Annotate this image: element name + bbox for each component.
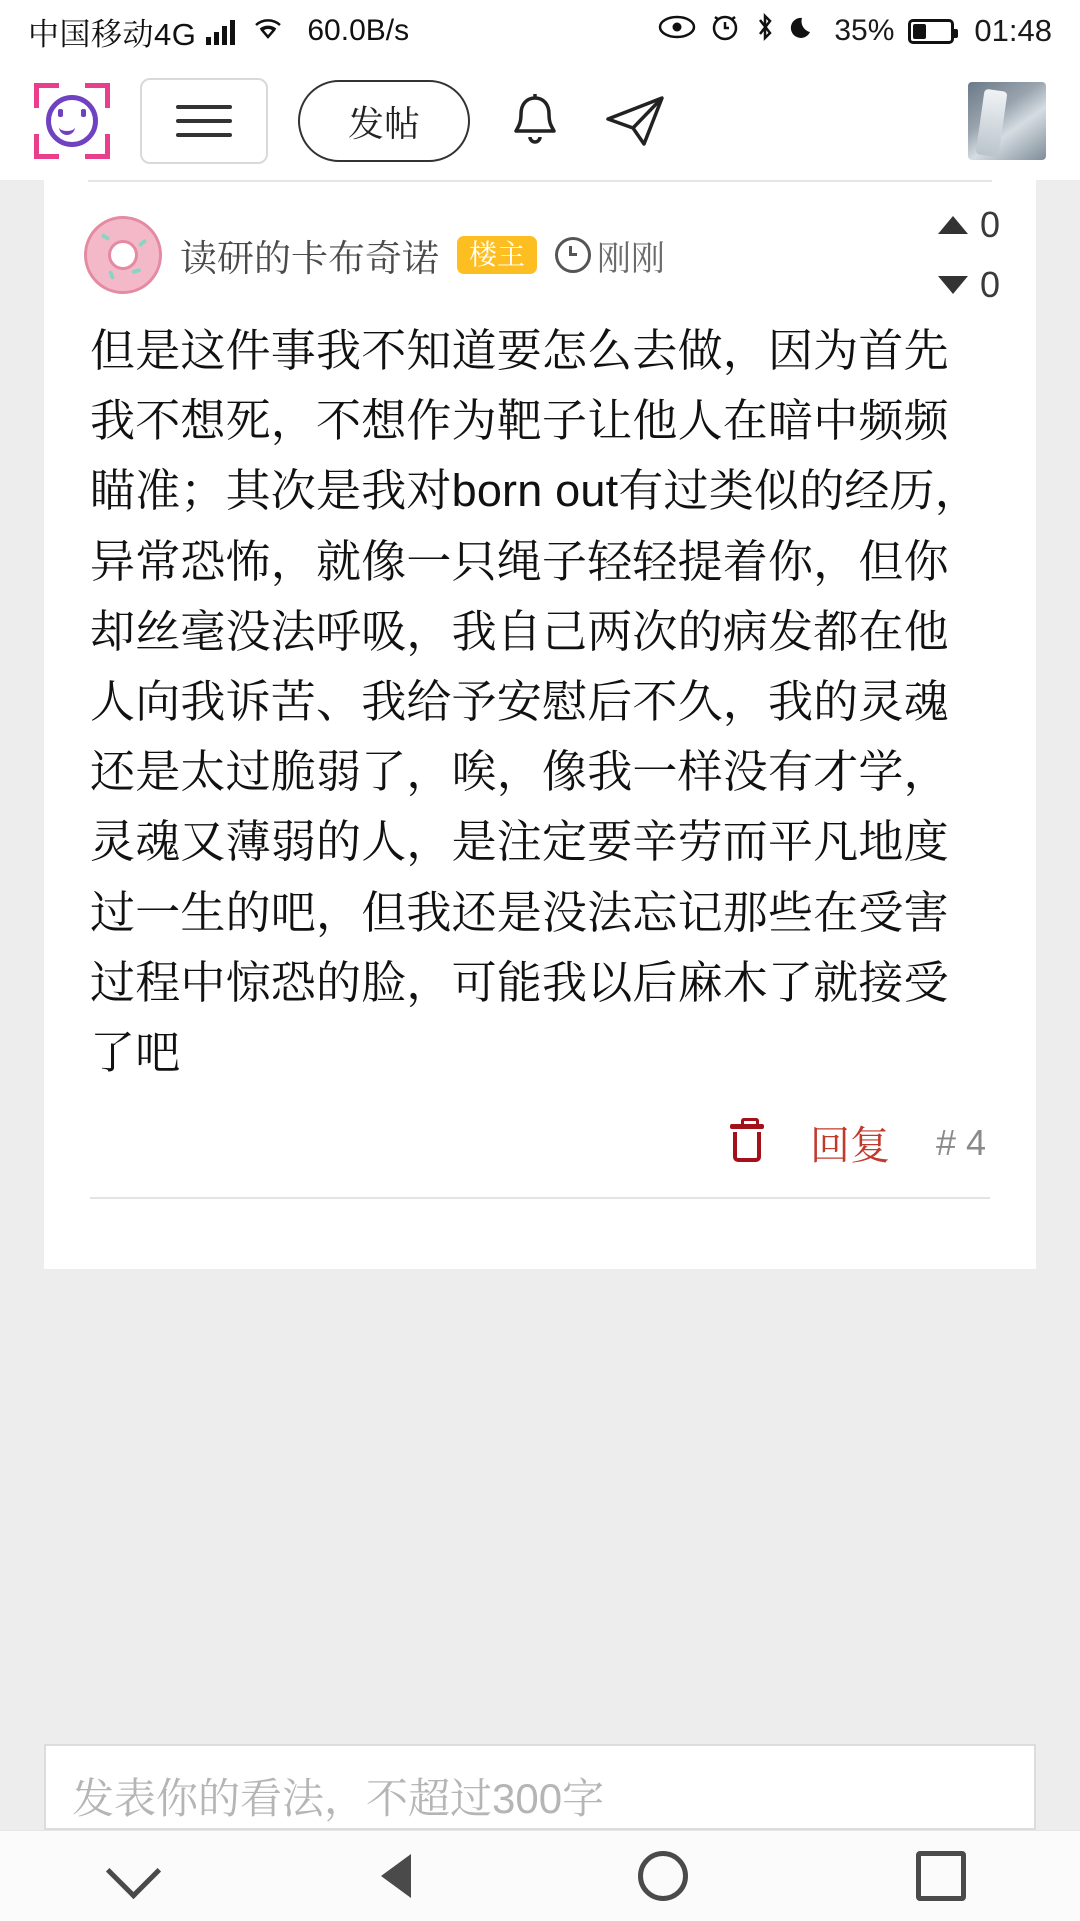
floor-number: # 4 bbox=[935, 1121, 986, 1163]
alarm-icon bbox=[710, 12, 740, 50]
status-left-group bbox=[28, 9, 409, 54]
clock-icon bbox=[555, 237, 591, 273]
content-area bbox=[0, 180, 1080, 1830]
status-bar bbox=[0, 0, 1080, 62]
menu-button[interactable] bbox=[140, 78, 268, 164]
downvote-control[interactable] bbox=[938, 264, 1000, 306]
moon-icon bbox=[790, 13, 818, 49]
bell-icon[interactable] bbox=[500, 86, 570, 156]
back-icon[interactable] bbox=[381, 1854, 411, 1898]
card-bottom-padding bbox=[44, 1199, 1036, 1269]
post-author-name[interactable]: 读研的卡布奇诺 bbox=[180, 238, 439, 279]
reply-input-placeholder: 发表你的看法，不超过300字 bbox=[72, 1775, 605, 1822]
recents-icon[interactable] bbox=[916, 1851, 966, 1901]
app-top-bar bbox=[0, 62, 1080, 180]
home-icon[interactable] bbox=[638, 1851, 688, 1901]
reply-button[interactable]: 回复 bbox=[809, 1124, 890, 1169]
post-action-bar bbox=[44, 1088, 1036, 1197]
status-right-group bbox=[658, 12, 1052, 50]
post-time-label: 刚刚 bbox=[597, 239, 666, 278]
avatar[interactable] bbox=[968, 82, 1046, 160]
bluetooth-icon bbox=[754, 12, 776, 50]
battery-percent-label: 35% bbox=[834, 14, 895, 47]
post-time bbox=[555, 231, 665, 280]
carrier-label: 中国移动4G bbox=[28, 16, 197, 52]
battery-icon bbox=[908, 19, 954, 44]
send-message-icon[interactable] bbox=[600, 86, 670, 156]
new-post-button[interactable]: 发帖 bbox=[298, 80, 470, 162]
delete-icon[interactable] bbox=[730, 1124, 764, 1162]
downvote-count: 0 bbox=[979, 264, 1000, 305]
vote-controls bbox=[938, 204, 1000, 306]
clock-label: 01:48 bbox=[974, 13, 1052, 48]
arrow-up-icon[interactable] bbox=[938, 216, 968, 234]
site-logo-icon[interactable] bbox=[34, 83, 110, 159]
upvote-control[interactable] bbox=[938, 204, 1000, 246]
reply-input[interactable] bbox=[44, 1744, 1036, 1830]
system-nav-bar bbox=[0, 1830, 1080, 1921]
signal-strength-icon bbox=[206, 17, 235, 45]
thread-owner-badge: 楼主 bbox=[457, 236, 537, 274]
eye-icon bbox=[658, 14, 696, 48]
post-header bbox=[44, 182, 1036, 305]
network-speed-label: 60.0B/s bbox=[307, 14, 410, 47]
upvote-count: 0 bbox=[979, 204, 1000, 245]
post-content: 但是这件事我不知道要怎么去做，因为首先我不想死，不想作为靶子让他人在暗中频频瞄准；其次是我对born out有过类似的经历，异常恐怖，就像一只绳子轻轻提着你，但你却丝毫没法呼吸，我自己两次的病发都在他人向我诉苦、我给予安慰后不久，我的灵魂还是太过脆弱了，唉，像我一样没有才学，灵魂又薄弱的人，是注定要辛劳而平凡地度过一生的吧，但我还是没法忘记那些在受害过程中惊恐的脸，可能我以后麻木了就接受了吧 bbox=[90, 325, 980, 1078]
wifi-icon bbox=[251, 14, 285, 48]
post-card bbox=[44, 180, 1036, 1269]
hide-keyboard-icon[interactable] bbox=[106, 1843, 161, 1898]
donut-avatar-icon[interactable] bbox=[84, 216, 162, 294]
arrow-down-icon[interactable] bbox=[938, 276, 968, 294]
